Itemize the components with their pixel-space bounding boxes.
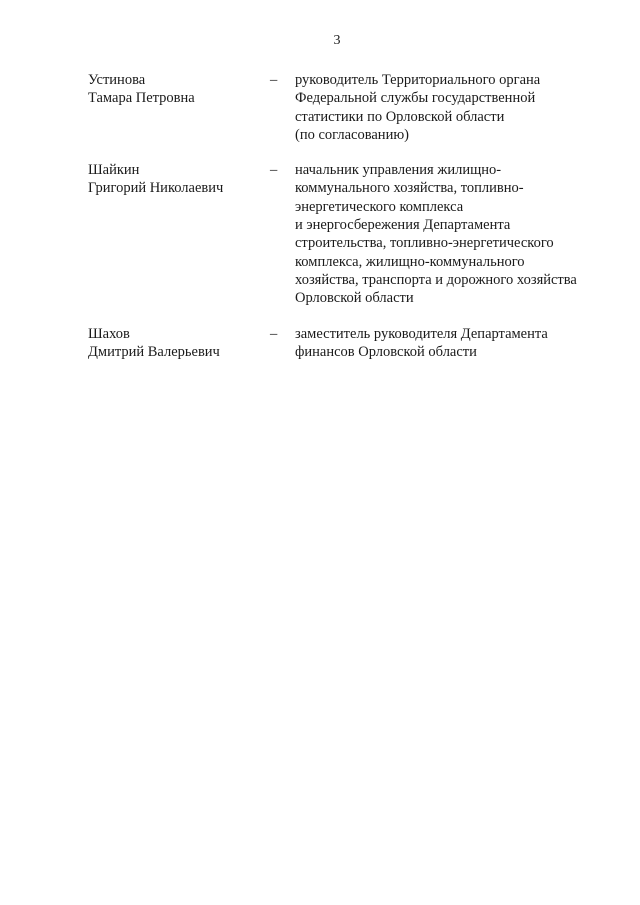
role-line: энергетического комплекса [295, 198, 464, 215]
member-entry-shaikin [88, 161, 608, 307]
member-name [88, 325, 268, 362]
member-list [88, 71, 608, 361]
member-surname: Шахов [88, 325, 130, 342]
role-line: начальник управления жилищно- [295, 162, 502, 179]
role-line: хозяйства, транспорта и дорожного хозяйства [295, 271, 577, 288]
role-line: статистики по Орловской области [295, 108, 505, 125]
member-given-names: Тамара Петровна [88, 90, 195, 107]
dash-separator: – [270, 325, 278, 342]
dash-separator: – [270, 72, 278, 88]
member-name [88, 161, 268, 198]
role-line: коммунального хозяйства, топливно- [295, 180, 524, 197]
role-line: строительства, топливно-энергетического [295, 235, 554, 252]
member-surname: Устинова [88, 72, 146, 88]
role-line: и энергосбережения Департамента [295, 217, 511, 234]
member-surname: Шайкин [88, 162, 140, 179]
page-number: 3 [333, 33, 341, 48]
role-line: Орловской области [295, 290, 414, 307]
dash-separator: – [270, 162, 278, 179]
member-role [295, 325, 608, 362]
member-given-names: Дмитрий Валерьевич [88, 343, 220, 360]
role-line: Федеральной службы государственной [295, 90, 536, 107]
role-line: руководитель Территориального органа [295, 72, 541, 88]
role-line: финансов Орловской области [295, 343, 477, 360]
member-entry-ustinova [88, 71, 608, 144]
member-entry-shakhov [88, 325, 608, 362]
member-role [295, 71, 608, 144]
member-role [295, 161, 608, 307]
role-line: заместитель руководителя Департамента [295, 325, 548, 342]
role-line: комплекса, жилищно-коммунального [295, 253, 525, 270]
role-line: (по согласованию) [295, 126, 409, 143]
member-given-names: Григорий Николаевич [88, 180, 224, 197]
member-name [88, 71, 268, 108]
